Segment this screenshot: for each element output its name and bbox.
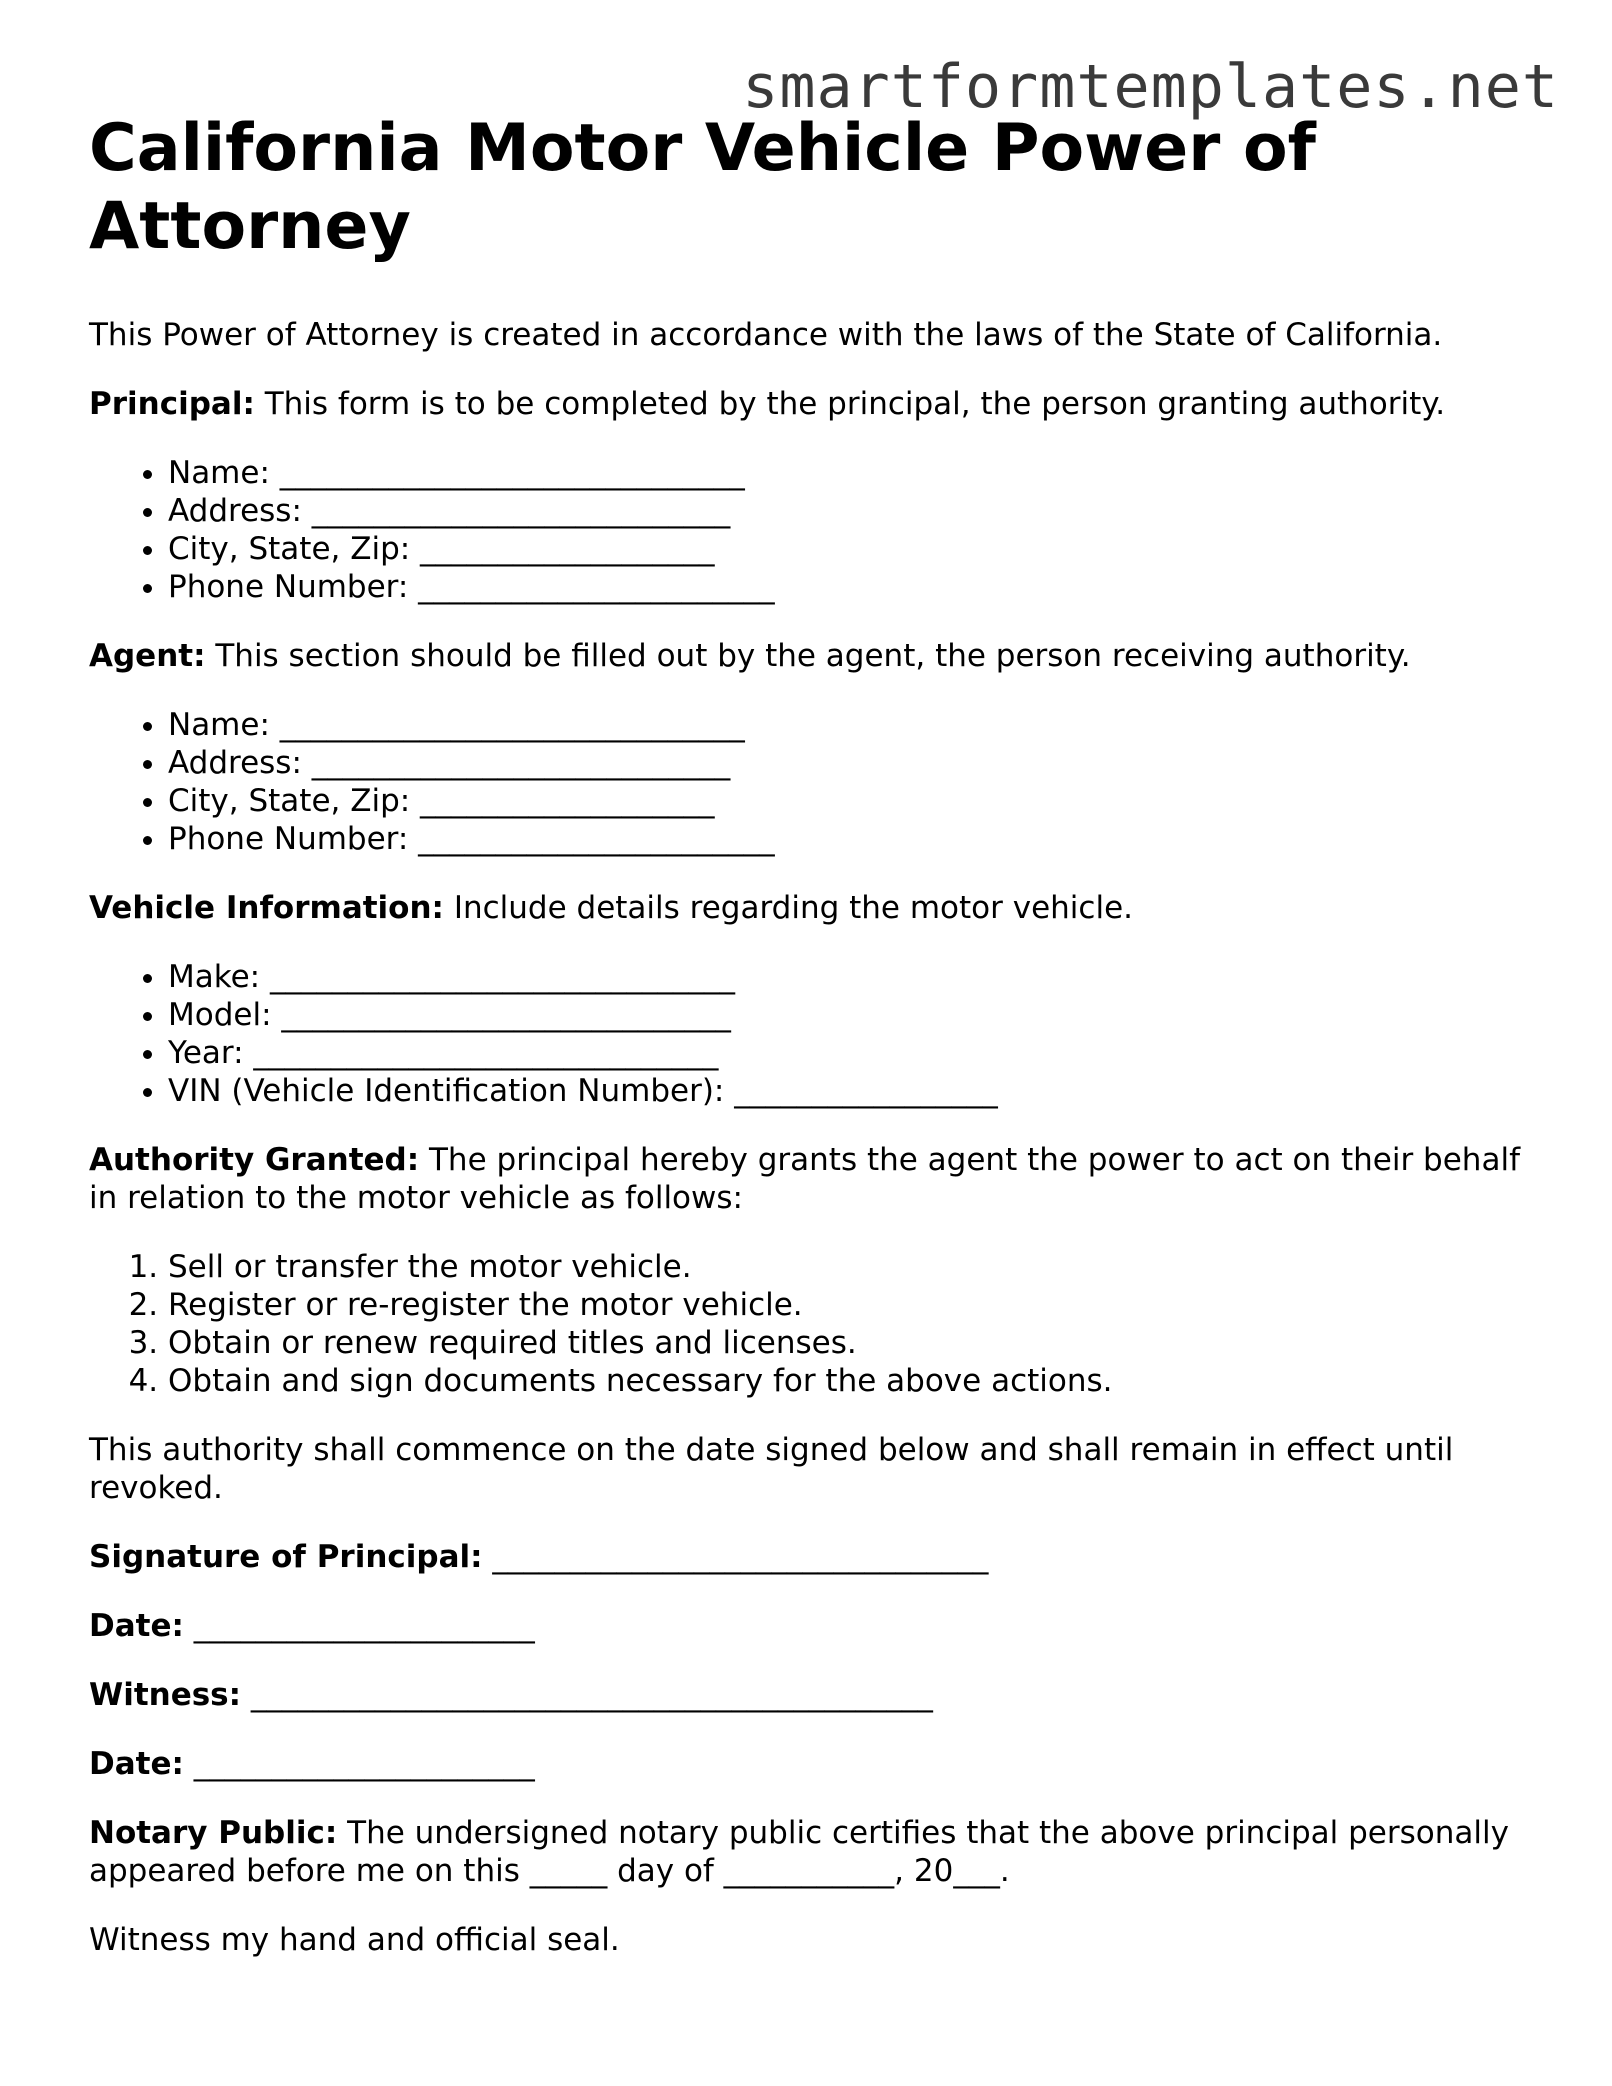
vehicle-description: Include details regarding the motor vehicle. — [453, 890, 1133, 926]
commencement-paragraph: This authority shall commence on the date signed below and shall remain in effect until revoked. — [89, 1432, 1454, 1506]
principal-description: This form is to be completed by the principal, the person granting authority. — [264, 386, 1446, 422]
watermark: smartformtemplates.net — [742, 52, 1559, 122]
agent-phone-field: • Phone Number: _______________________ — [168, 820, 1549, 858]
principal-name-field: • Name: ______________________________ — [168, 454, 1549, 492]
principal-signature-label: Signature of Principal: — [89, 1539, 483, 1575]
vehicle-year-field: • Year: ______________________________ — [168, 1034, 1549, 1072]
authority-item: 1. Sell or transfer the motor vehicle. — [168, 1248, 1549, 1286]
agent-name-field: • Name: ______________________________ — [168, 706, 1549, 744]
principal-date-line — [89, 1607, 1549, 1645]
principal-signature-line — [89, 1538, 1549, 1576]
authority-item: 3. Obtain or renew required titles and licenses. — [168, 1324, 1549, 1362]
witness-label: Witness: — [89, 1677, 242, 1713]
agent-address-field: • Address: ___________________________ — [168, 744, 1549, 782]
authority-description: The principal hereby grants the agent the power to act on their behalf in relation to the motor vehicle as follows: — [89, 1142, 1520, 1216]
principal-date-blank: ______________________ — [193, 1608, 535, 1644]
vehicle-vin-field: • VIN (Vehicle Identification Number): _________________ — [168, 1072, 1549, 1110]
intro-paragraph: This Power of Attorney is created in accordance with the laws of the State of California. — [89, 317, 1443, 353]
principal-date-label: Date: — [89, 1608, 184, 1644]
witness-date-blank: ______________________ — [193, 1746, 535, 1782]
witness-signature-line — [89, 1676, 1549, 1714]
notary-label: Notary Public: — [89, 1815, 338, 1851]
witness-date-label: Date: — [89, 1746, 184, 1782]
notary-paragraph — [89, 1814, 1549, 1890]
principal-signature-blank: ________________________________ — [492, 1539, 989, 1575]
authority-section-heading — [89, 1141, 1549, 1217]
principal-address-field: • Address: ___________________________ — [168, 492, 1549, 530]
vehicle-label: Vehicle Information: — [89, 890, 444, 926]
principal-label: Principal: — [89, 386, 255, 422]
authority-label: Authority Granted: — [89, 1142, 420, 1178]
vehicle-make-field: • Make: ______________________________ — [168, 958, 1549, 996]
principal-section-heading — [89, 385, 1549, 423]
vehicle-model-field: • Model: _____________________________ — [168, 996, 1549, 1034]
authority-item: 4. Obtain and sign documents necessary for the above actions. — [168, 1362, 1549, 1400]
agent-description: This section should be filled out by the agent, the person receiving authority. — [215, 638, 1411, 674]
principal-phone-field: • Phone Number: _______________________ — [168, 568, 1549, 606]
witness-date-line — [89, 1745, 1549, 1783]
document-page — [89, 110, 1549, 1959]
closing-statement: Witness my hand and official seal. — [89, 1922, 620, 1958]
agent-city-state-zip-field: • City, State, Zip: ___________________ — [168, 782, 1549, 820]
agent-section-heading — [89, 637, 1549, 675]
document-title: California Motor Vehicle Power of Attorney — [89, 111, 1316, 264]
authority-item: 2. Register or re-register the motor vehicle. — [168, 1286, 1549, 1324]
agent-fields-list — [89, 706, 1549, 858]
notary-text: The undersigned notary public certifies that the above principal personally appeared before me on this _____ day of ___________, 20___. — [89, 1815, 1509, 1889]
principal-city-state-zip-field: • City, State, Zip: ___________________ — [168, 530, 1549, 568]
vehicle-fields-list — [89, 958, 1549, 1110]
vehicle-section-heading — [89, 889, 1549, 927]
principal-fields-list — [89, 454, 1549, 606]
authority-powers-list — [89, 1248, 1549, 1400]
agent-label: Agent: — [89, 638, 206, 674]
witness-blank: ____________________________________________ — [250, 1677, 933, 1713]
